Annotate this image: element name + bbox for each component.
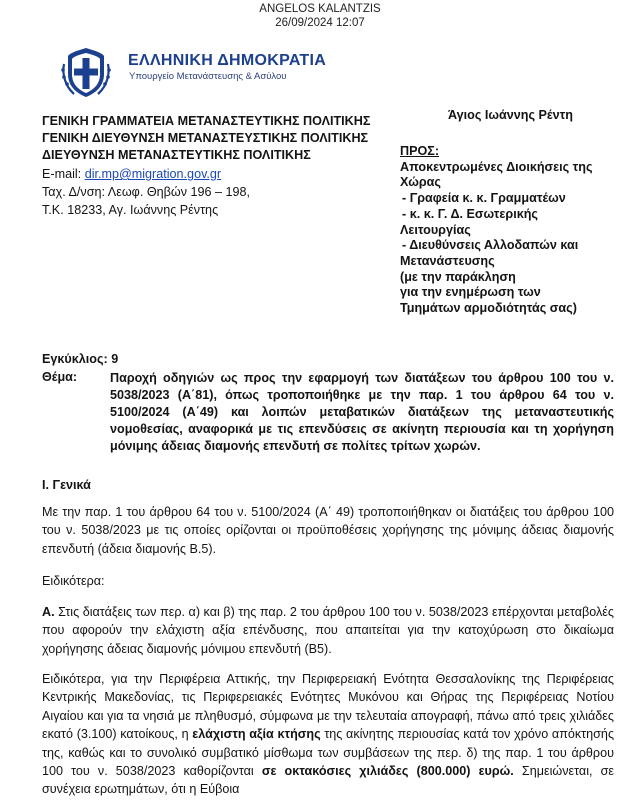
subject-text: Παροχή οδηγιών ως προς την εφαρμογή των διατάξεων του άρθρου 100 του ν. 5038/2023 (Α΄81), όπως τροποποιήθηκε με την παρ. 1 του άρθρου 64 του ν. 5100/2024 (Α΄49) και λοιπών μεταβατικών διατάξεων της μεταναστευτικής νομοθεσίας, αναφορικά με τις επενδύσεις σε ακίνητη περιουσία και τη χορήγηση μόνιμης άδειας διαμονής επενδυτή σε πολίτες τρίτων χωρών. [110, 371, 614, 453]
paragraph-4-part-2: της ακίνητης περιουσίας κατά τον χρόνο απόκτησής της, καθώς και το συνολικό συμβατικό μίσθωμα των συμβάσεων της περ. δ) της παρ. 1 του άρθρου 100 του ν. 5038/2023 καθορίζονται [42, 727, 615, 779]
paragraph-1: Με την παρ. 1 του άρθρου 64 του ν. 5100/2024 (Α΄ 49) τροποποιήθηκαν οι διατάξεις του άρθρου 100 του ν. 5038/2023 με τις οποίες ορίζονται οι προϋποθέσεις χορήγησης της μόνιμης άδειας διαμονής επενδυτή (άδεια διαμονής Β.5). [42, 505, 614, 556]
recipient-line: - Διευθύνσεις Αλλοδαπών και [402, 238, 579, 253]
address-line-1: Ταχ. Δ/νση: Λεωφ. Θηβών 196 – 198, [42, 185, 251, 199]
hellenic-coat-of-arms-icon [58, 44, 114, 100]
recipient-line: Τμημάτων αρμοδιότητάς σας) [400, 301, 577, 316]
recipient-line: για την ενημέρωση των [400, 285, 541, 300]
email-line [42, 166, 221, 183]
ministry-subtitle: Υπουργείο Μετανάστευσης & Ασύλου [129, 71, 287, 82]
place-of-issue: Άγιος Ιωάννης Ρέντη [448, 108, 573, 122]
header-line-3: ΔΙΕΥΘΥΝΣΗ ΜΕΤΑΝΑΣΤΕΥΤΙΚΗΣ ΠΟΛΙΤΙΚΗΣ [42, 148, 311, 162]
paragraph-4-bold-1: ελάχιστη αξία κτήσης [192, 727, 321, 742]
recipients-block [400, 144, 605, 317]
recipient-line: Μετανάστευσης [400, 253, 495, 268]
header-line-2: ΓΕΝΙΚΗ ΔΙΕΥΘΥΝΣΗ ΜΕΤΑΝΑΣΤΕΥΣΤΙΚΗΣ ΠΟΛΙΤΙΚΗΣ [42, 131, 369, 145]
section-title: Ι. Γενικά [42, 478, 91, 492]
subject-label: Θέμα: [42, 370, 78, 384]
address-line-2: Τ.Κ. 18233, Αγ. Ιωάννης Ρέντης [42, 203, 219, 217]
header-line-1: ΓΕΝΙΚΗ ΓΡΑΜΜΑΤΕΙΑ ΜΕΤΑΝΑΣΤΕΥΤΙΚΗΣ ΠΟΛΙΤΙΚΗΣ [42, 114, 371, 128]
digital-signature-datetime: 26/09/2024 12:07 [275, 17, 365, 29]
recipient-line: (με την παράκληση [400, 269, 516, 284]
recipient-line: Αποκεντρωμένες Διοικήσεις της [400, 159, 593, 174]
paragraph-3 [42, 603, 614, 658]
circular-number: Εγκύκλιος: 9 [42, 352, 119, 366]
recipient-line: Χώρας [400, 175, 441, 190]
email-label: E-mail: [42, 167, 85, 181]
paragraph-4-part-1: Ειδικότερα, για την Περιφέρεια Αττικής, την Περιφερειακή Ενότητα Θεσσαλονίκης της Περιφέρειας Κεντρικής Μακεδονίας, τις Περιφερειακές Ενότητες Μυκόνου και Θήρας της Περιφέρειας Νοτίου Αιγαίου και για τα νησιά με πληθυσμό, σύμφωνα με την τελευταία απογραφή, πάνω από τρεις χιλιάδες εκατό (3.100) κατοίκους, η [42, 672, 614, 742]
paragraph-2: Ειδικότερα: [42, 574, 105, 588]
paragraph-3-lead: Α. [42, 605, 55, 619]
recipient-line: - κ. κ. Γ. Δ. Εσωτερικής [402, 206, 538, 221]
paragraph-3-text: Στις διατάξεις των περ. α) και β) της παρ. 2 του άρθρου 100 του ν. 5038/2023 επέρχονται μεταβολές που αφορούν την ελάχιστη αξία επένδυσης, που απαιτείται για την κατοχύρωση στο δικαίωμα χορήγησης άδειας διαμονής μόνιμου επενδυτή (Β5). [42, 605, 614, 656]
recipients-label: ΠΡΟΣ: [400, 144, 440, 158]
paragraph-4 [42, 670, 614, 799]
digital-signature-name: ANGELOS KALANTZIS [259, 3, 381, 15]
paragraph-4-bold-2: σε οκτακόσιες χιλιάδες (800.000) ευρώ. [261, 764, 514, 779]
recipient-line: Λειτουργίας [400, 222, 471, 237]
ministry-title: ΕΛΛΗΝΙΚΗ ΔΗΜΟΚΡΑΤΙΑ [128, 52, 327, 69]
paragraph-4-part-3: Σημειώνεται, σε συνέχεια ερωτημάτων, ότι η Εύβοια [42, 764, 614, 797]
email-link[interactable]: dir.mp@migration.gov.gr [84, 167, 222, 181]
recipient-line: - Γραφεία κ. κ. Γραμματέων [402, 191, 566, 206]
